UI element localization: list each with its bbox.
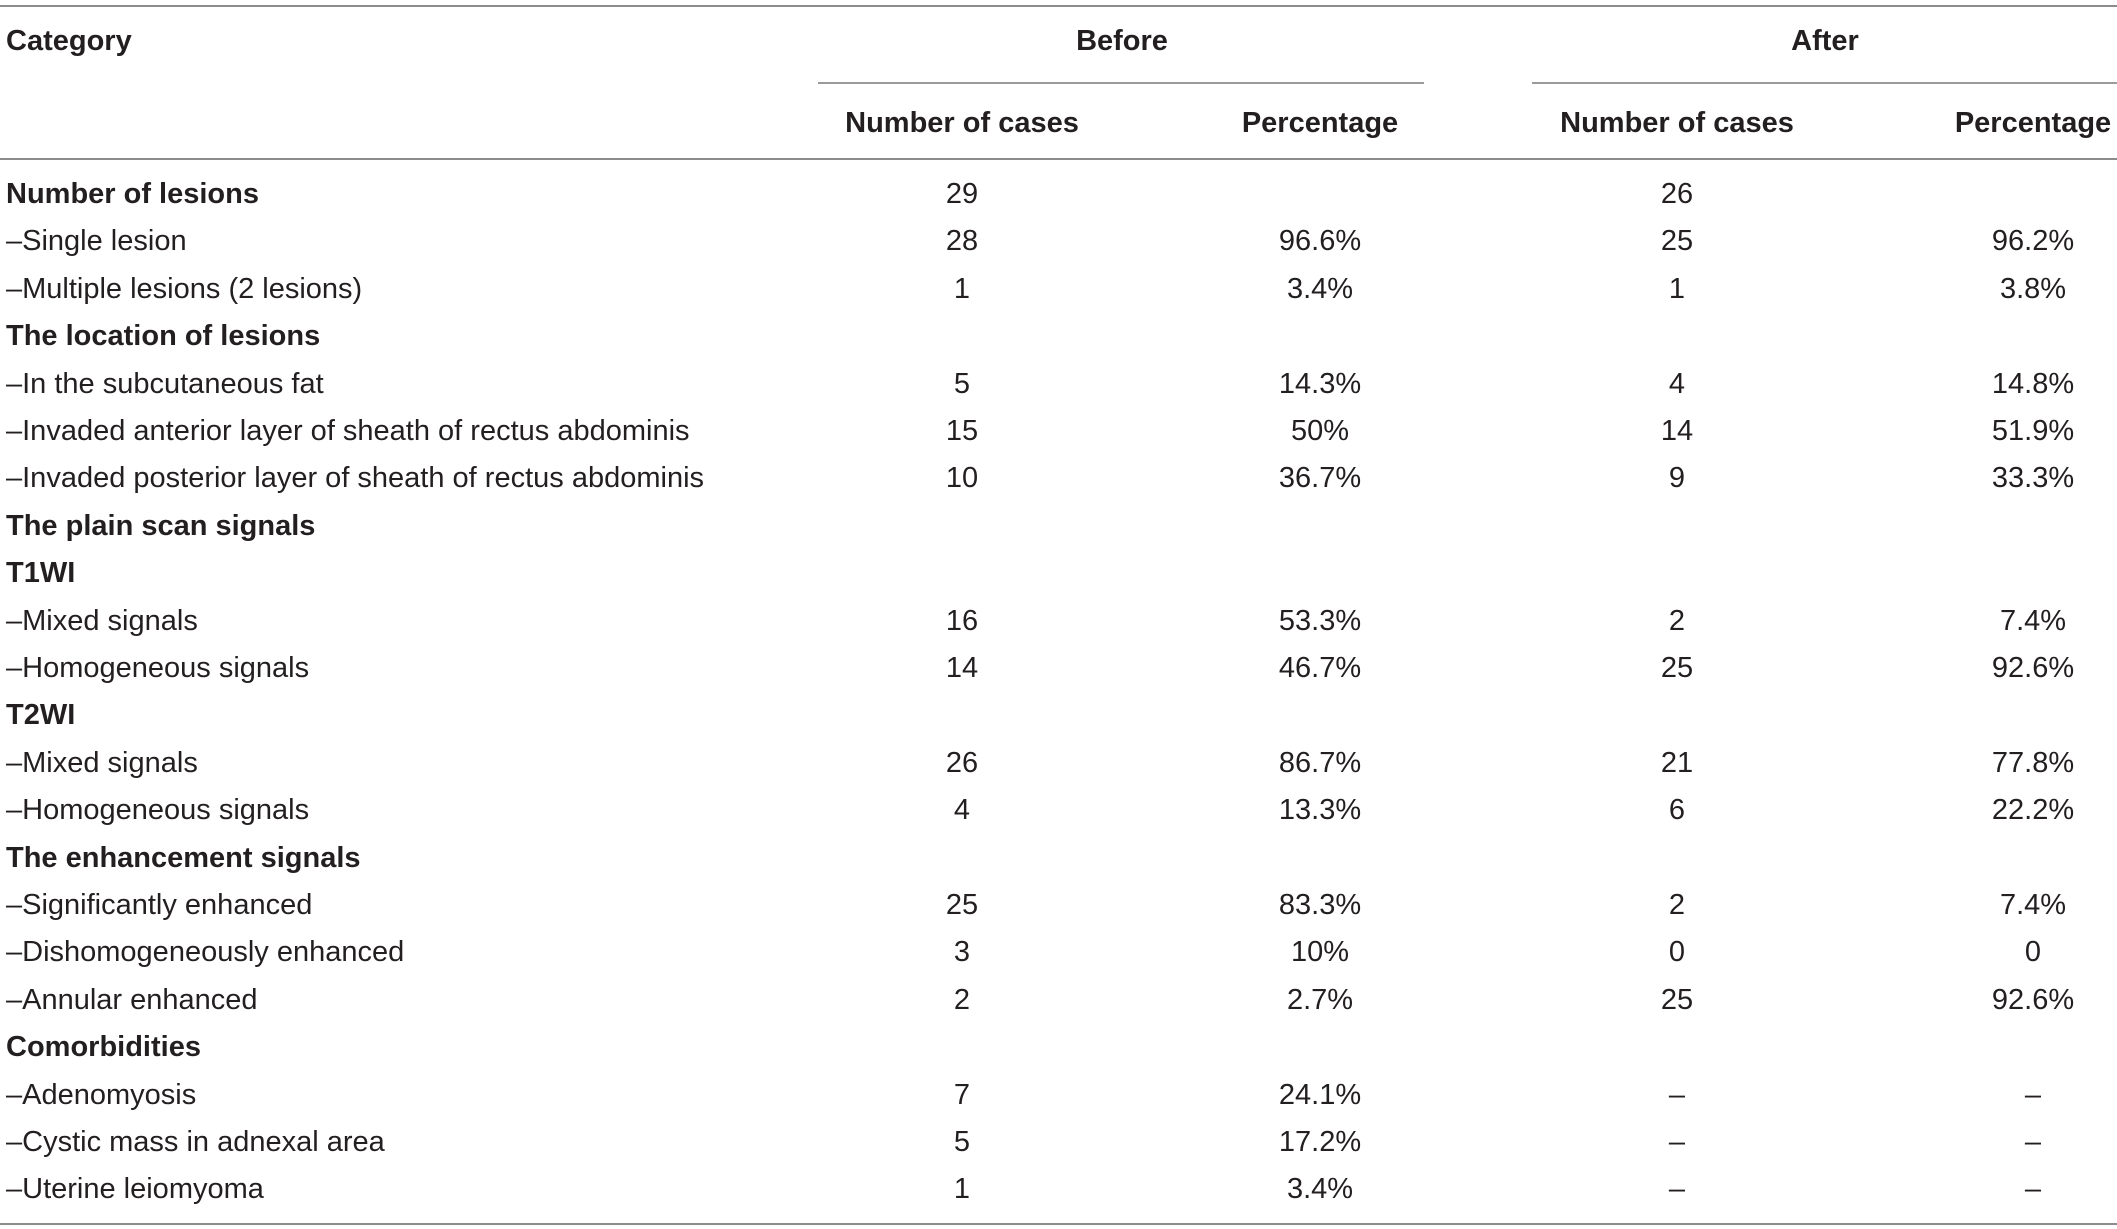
row-label: –Mixed signals	[6, 747, 198, 779]
before-cases-cell: 2	[953, 984, 971, 1016]
before-percentage-cell: 17.2%	[1278, 1126, 1362, 1158]
after-cases-cell: 25	[1660, 652, 1694, 684]
after-cases-cell: 2	[1668, 605, 1686, 637]
after-cases-cell: 26	[1660, 178, 1694, 210]
after-cases-cell: 21	[1660, 747, 1694, 779]
after-percentage-cell: 96.2%	[1991, 225, 2075, 257]
before-percentage-cell: 50%	[1290, 415, 1350, 447]
section-heading: T2WI	[6, 699, 76, 731]
before-cases-cell: 1	[953, 1173, 971, 1205]
before-percentage-cell: 13.3%	[1278, 794, 1362, 826]
before-cases-cell: 10	[945, 462, 979, 494]
after-cases-cell: –	[1668, 1173, 1686, 1205]
before-percentage-cell: 24.1%	[1278, 1079, 1362, 1111]
after-percentage-cell: 51.9%	[1991, 415, 2075, 447]
section-heading: Comorbidities	[6, 1031, 201, 1063]
before-cases-cell: 15	[945, 415, 979, 447]
section-heading: Number of lesions	[6, 178, 259, 210]
header-before: Before	[1076, 25, 1168, 57]
before-percentage-cell: 10%	[1290, 936, 1350, 968]
after-cases-cell: 4	[1668, 368, 1686, 400]
before-cases-cell: 28	[945, 225, 979, 257]
row-label: –Annular enhanced	[6, 984, 258, 1016]
before-percentage-cell: 14.3%	[1278, 368, 1362, 400]
row-label: –In the subcutaneous fat	[6, 368, 324, 400]
after-cases-cell: 0	[1668, 936, 1686, 968]
after-percentage-cell: 7.4%	[1999, 605, 2067, 637]
row-label: –Significantly enhanced	[6, 889, 313, 921]
before-cases-cell: 1	[953, 273, 971, 305]
top-rule	[0, 5, 2117, 7]
after-percentage-cell: 3.8%	[1999, 273, 2067, 305]
after-percentage-cell: –	[2024, 1173, 2042, 1205]
after-percentage-cell: 0	[2024, 936, 2042, 968]
header-before-cases: Number of cases	[845, 107, 1079, 139]
after-percentage-cell: 7.4%	[1999, 889, 2067, 921]
before-cases-cell: 5	[953, 368, 971, 400]
before-percentage-cell: 83.3%	[1278, 889, 1362, 921]
before-cases-cell: 29	[945, 178, 979, 210]
before-percentage-cell: 96.6%	[1278, 225, 1362, 257]
before-percentage-cell: 46.7%	[1278, 652, 1362, 684]
after-percentage-cell: 77.8%	[1991, 747, 2075, 779]
bottom-rule	[0, 1223, 2117, 1225]
after-percentage-cell: 33.3%	[1991, 462, 2075, 494]
after-cases-cell: –	[1668, 1079, 1686, 1111]
after-cases-cell: 9	[1668, 462, 1686, 494]
before-cases-cell: 14	[945, 652, 979, 684]
header-after-cases: Number of cases	[1560, 107, 1794, 139]
after-cases-cell: 2	[1668, 889, 1686, 921]
before-cases-cell: 26	[945, 747, 979, 779]
before-cases-cell: 3	[953, 936, 971, 968]
after-cases-cell: 25	[1660, 225, 1694, 257]
before-cases-cell: 7	[953, 1079, 971, 1111]
before-cases-cell: 25	[945, 889, 979, 921]
row-label: –Single lesion	[6, 225, 187, 257]
section-heading: T1WI	[6, 557, 76, 589]
row-label: –Mixed signals	[6, 605, 198, 637]
header-bottom-rule	[0, 158, 2117, 160]
row-label: –Homogeneous signals	[6, 652, 310, 684]
before-percentage-cell: 2.7%	[1286, 984, 1354, 1016]
after-cases-cell: –	[1668, 1126, 1686, 1158]
after-group-rule	[1532, 82, 2117, 84]
row-label: –Homogeneous signals	[6, 794, 310, 826]
after-percentage-cell: 92.6%	[1991, 652, 2075, 684]
before-percentage-cell: 3.4%	[1286, 1173, 1354, 1205]
after-cases-cell: 1	[1668, 273, 1686, 305]
row-label: –Uterine leiomyoma	[6, 1173, 264, 1205]
before-percentage-cell: 36.7%	[1278, 462, 1362, 494]
before-cases-cell: 4	[953, 794, 971, 826]
row-label: –Invaded posterior layer of sheath of rectus abdominis	[6, 462, 705, 494]
row-label: –Cystic mass in adnexal area	[6, 1126, 385, 1158]
row-label: –Dishomogeneously enhanced	[6, 936, 405, 968]
before-percentage-cell: 86.7%	[1278, 747, 1362, 779]
after-percentage-cell: 14.8%	[1991, 368, 2075, 400]
after-cases-cell: 6	[1668, 794, 1686, 826]
header-after: After	[1791, 25, 1859, 57]
before-percentage-cell: 53.3%	[1278, 605, 1362, 637]
header-category: Category	[6, 25, 132, 57]
after-cases-cell: 25	[1660, 984, 1694, 1016]
row-label: –Multiple lesions (2 lesions)	[6, 273, 363, 305]
row-label: –Invaded anterior layer of sheath of rectus abdominis	[6, 415, 690, 447]
before-cases-cell: 5	[953, 1126, 971, 1158]
after-percentage-cell: –	[2024, 1079, 2042, 1111]
header-after-percentage: Percentage	[1954, 107, 2112, 139]
before-cases-cell: 16	[945, 605, 979, 637]
section-heading: The location of lesions	[6, 320, 321, 352]
before-percentage-cell: 3.4%	[1286, 273, 1354, 305]
row-label: –Adenomyosis	[6, 1079, 197, 1111]
after-cases-cell: 14	[1660, 415, 1694, 447]
header-before-percentage: Percentage	[1241, 107, 1399, 139]
section-heading: The plain scan signals	[6, 510, 316, 542]
before-group-rule	[818, 82, 1424, 84]
after-percentage-cell: 92.6%	[1991, 984, 2075, 1016]
after-percentage-cell: –	[2024, 1126, 2042, 1158]
section-heading: The enhancement signals	[6, 842, 361, 874]
after-percentage-cell: 22.2%	[1991, 794, 2075, 826]
